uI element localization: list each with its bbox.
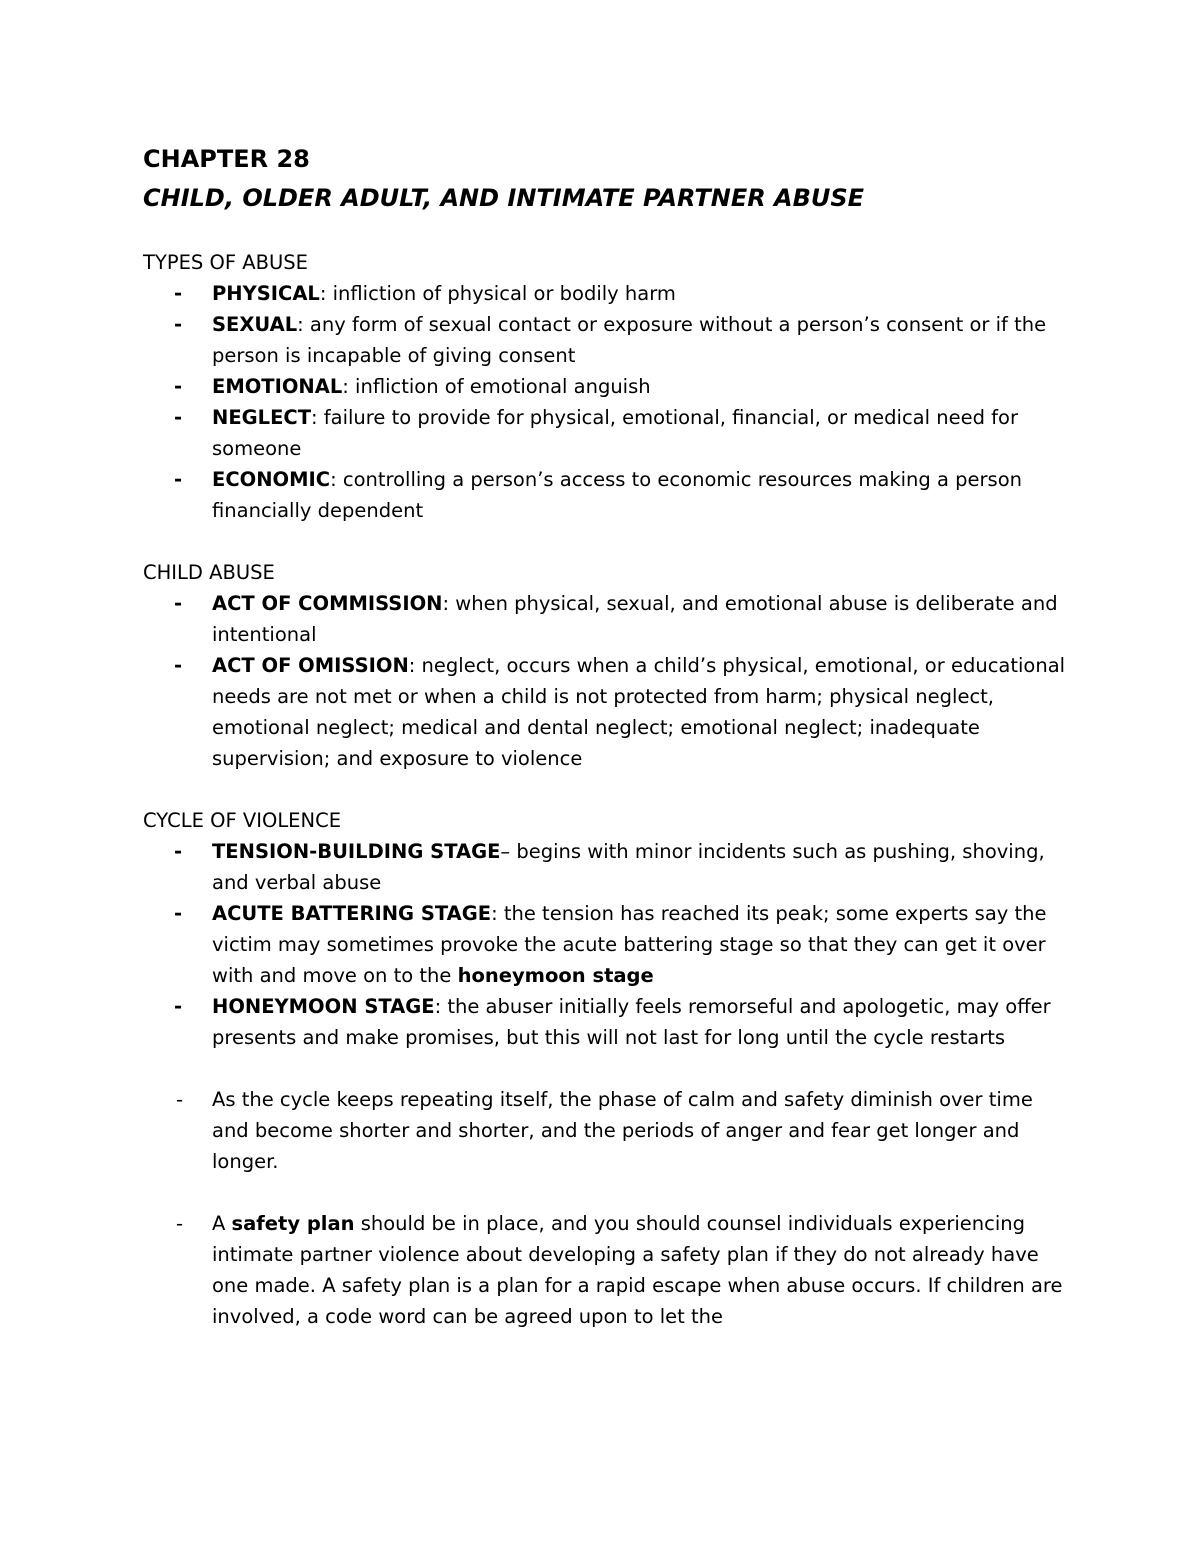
section-heading: CHILD ABUSE [143, 561, 275, 584]
item-text: : the tension has reached its peak; some experts say the victim may sometimes provoke the acute battering stage so that they can get it over with and move on to the [212, 902, 1047, 987]
note-dash: - [176, 1088, 184, 1111]
bullet-dash: - [174, 840, 183, 863]
item-term: TENSION-BUILDING STAGE [212, 840, 501, 863]
item-text: – begins with minor incidents such as pushing, shoving, and verbal abuse [212, 840, 1045, 894]
list-item [143, 991, 1073, 1053]
item-text: : neglect, occurs when a child’s physical, emotional, or educational needs are not met or when a child is not protected from harm; physical neglect, emotional neglect; medical and dental neglect; emotional neglect; inadequate supervision; and exposure to violence [212, 654, 1066, 770]
notes [143, 1084, 1073, 1332]
item-term: ACT OF COMMISSION [212, 592, 443, 615]
section-heading: TYPES OF ABUSE [143, 251, 308, 274]
item-term: NEGLECT [212, 406, 312, 429]
list-item [143, 836, 1073, 898]
list-item [143, 464, 1073, 526]
list-item [143, 309, 1073, 371]
bullet-dash: - [174, 592, 183, 615]
document-page [143, 140, 1073, 1363]
item-term: EMOTIONAL [212, 375, 343, 398]
list-item [143, 650, 1073, 774]
list-item [143, 588, 1073, 650]
list-item [143, 278, 1073, 309]
bullet-dash: - [174, 468, 183, 491]
note-safety-plan [143, 1208, 1073, 1332]
item-term: HONEYMOON STAGE [212, 995, 435, 1018]
note-dash: - [176, 1212, 184, 1235]
bullet-dash: - [174, 902, 183, 925]
item-term: PHYSICAL [212, 282, 320, 305]
item-text: : any form of sexual contact or exposure without a person’s consent or if the person is incapable of giving consent [212, 313, 1047, 367]
note-cycle [143, 1084, 1073, 1177]
section-heading: CYCLE OF VIOLENCE [143, 809, 342, 832]
safety-plan-term: safety plan [231, 1212, 355, 1235]
list-item [143, 402, 1073, 464]
item-text: : when physical, sexual, and emotional abuse is deliberate and intentional [212, 592, 1058, 646]
note-text-post: should be in place, and you should counsel individuals experiencing intimate partner violence about developing a safety plan if they do not already have one made. A safety plan is a plan for a rapid escape when abuse occurs. If children are involved, a code word can be agreed upon to let the [212, 1212, 1063, 1328]
bullet-dash: - [174, 375, 183, 398]
item-text: : infliction of emotional anguish [342, 375, 651, 398]
section-types-of-abuse [143, 247, 1073, 526]
item-text: : the abuser initially feels remorseful and apologetic, may offer presents and make promises, but this will not last for long until the cycle restarts [212, 995, 1051, 1049]
chapter-title: CHILD, OLDER ADULT, AND INTIMATE PARTNER ABUSE [143, 184, 865, 212]
bullet-dash: - [174, 313, 183, 336]
chapter-number: CHAPTER 28 [143, 145, 310, 173]
list-item [143, 898, 1073, 991]
section-child-abuse [143, 557, 1073, 774]
types-list [143, 278, 1073, 526]
child-abuse-list [143, 588, 1073, 774]
item-text: : failure to provide for physical, emotional, financial, or medical need for someone [212, 406, 1018, 460]
item-term: SEXUAL [212, 313, 298, 336]
item-term: ECONOMIC [212, 468, 331, 491]
item-bold-tail: honeymoon stage [457, 964, 654, 987]
bullet-dash: - [174, 654, 183, 677]
note-text: As the cycle keeps repeating itself, the phase of calm and safety diminish over time and become shorter and shorter, and the periods of anger and fear get longer and longer. [212, 1088, 1033, 1173]
item-term: ACUTE BATTERING STAGE [212, 902, 492, 925]
item-text: : infliction of physical or bodily harm [319, 282, 676, 305]
bullet-dash: - [174, 995, 183, 1018]
item-text: : controlling a person’s access to economic resources making a person financially dependent [212, 468, 1022, 522]
bullet-dash: - [174, 406, 183, 429]
list-item [143, 371, 1073, 402]
item-term: ACT OF OMISSION [212, 654, 409, 677]
cycle-list [143, 836, 1073, 1053]
note-text-pre: A [212, 1212, 232, 1235]
section-cycle-of-violence [143, 805, 1073, 1053]
bullet-dash: - [174, 282, 183, 305]
